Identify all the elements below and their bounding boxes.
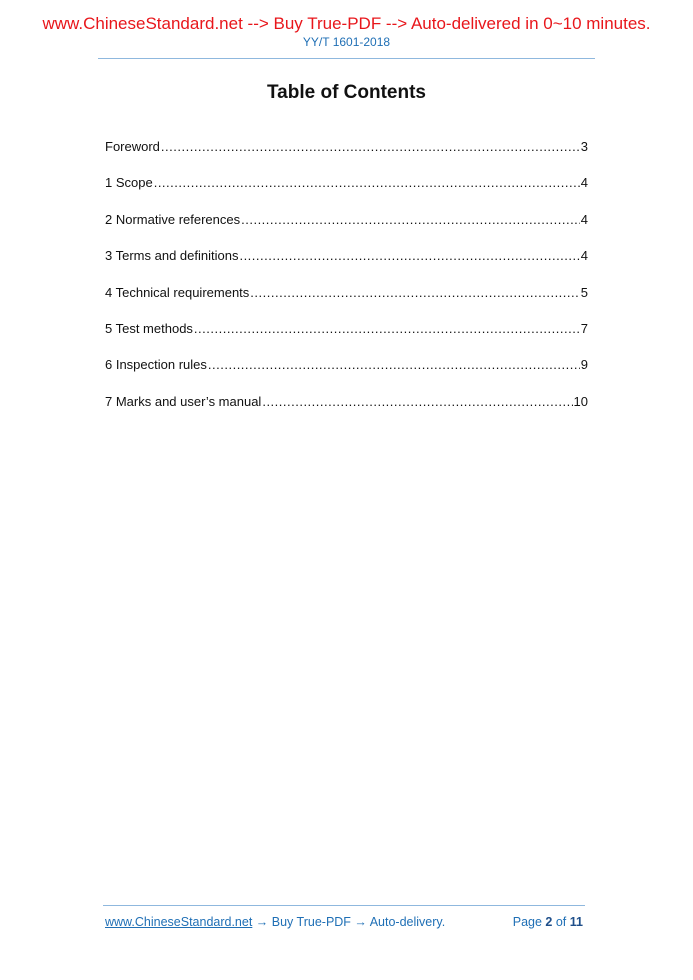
toc-entry-scope[interactable]: [105, 175, 588, 211]
toc-page: 7: [580, 320, 588, 336]
toc-label: Foreword: [105, 139, 160, 154]
toc-label: 7 Marks and user’s manual: [105, 393, 262, 409]
footer-left: [105, 915, 445, 929]
header-banner[interactable]: www.ChineseStandard.net --> Buy True-PDF --> Auto-delivered in 0~10 minutes.: [42, 14, 651, 33]
toc-leader: [208, 357, 580, 372]
toc-leader: [241, 212, 580, 227]
toc-page: 5: [580, 284, 588, 300]
footer-divider: [103, 905, 585, 906]
toc-page: 10: [573, 393, 588, 409]
footer-link[interactable]: www.ChineseStandard.net: [105, 915, 253, 929]
toc-label: 2 Normative references: [105, 211, 241, 227]
toc-label: 1 Scope: [105, 175, 153, 191]
toc-leader: [250, 285, 579, 300]
toc-leader: [239, 248, 579, 263]
toc-label: 4 Technical requirements: [105, 284, 250, 300]
toc-leader: [194, 321, 580, 336]
page-current: 2: [545, 915, 553, 929]
toc-page: 4: [580, 211, 588, 227]
toc-entry-marks-manual[interactable]: [105, 394, 588, 430]
header-divider: [98, 58, 595, 59]
of-word: of: [555, 915, 567, 929]
toc-page: 4: [580, 248, 588, 264]
footer-tagline: → Buy True-PDF → Auto-delivery.: [252, 915, 446, 929]
toc-entry-test-methods[interactable]: [105, 321, 588, 357]
toc-page: 3: [580, 139, 588, 154]
toc-label: 6 Inspection rules: [105, 357, 207, 373]
toc-entry-technical-requirements[interactable]: [105, 285, 588, 321]
toc-leader: [154, 175, 580, 190]
toc-page: 4: [580, 175, 588, 191]
toc-page: 9: [580, 357, 588, 373]
toc-entry-normative-references[interactable]: [105, 212, 588, 248]
footer: [105, 915, 583, 929]
toc-entry-terms-definitions[interactable]: [105, 248, 588, 284]
standard-code: YY/T 1601-2018: [302, 35, 391, 49]
page-total: 11: [569, 915, 583, 929]
page-indicator: [513, 915, 583, 929]
toc-list: [105, 139, 588, 430]
page-word: Page: [512, 915, 542, 929]
toc-entry-foreword[interactable]: [105, 139, 588, 175]
toc-leader: [161, 139, 580, 154]
page-title: Table of Contents: [266, 82, 427, 103]
toc-label: 5 Test methods: [105, 320, 193, 336]
toc-leader: [262, 394, 572, 409]
toc-entry-inspection-rules[interactable]: [105, 357, 588, 393]
toc-label: 3 Terms and definitions: [105, 248, 239, 264]
